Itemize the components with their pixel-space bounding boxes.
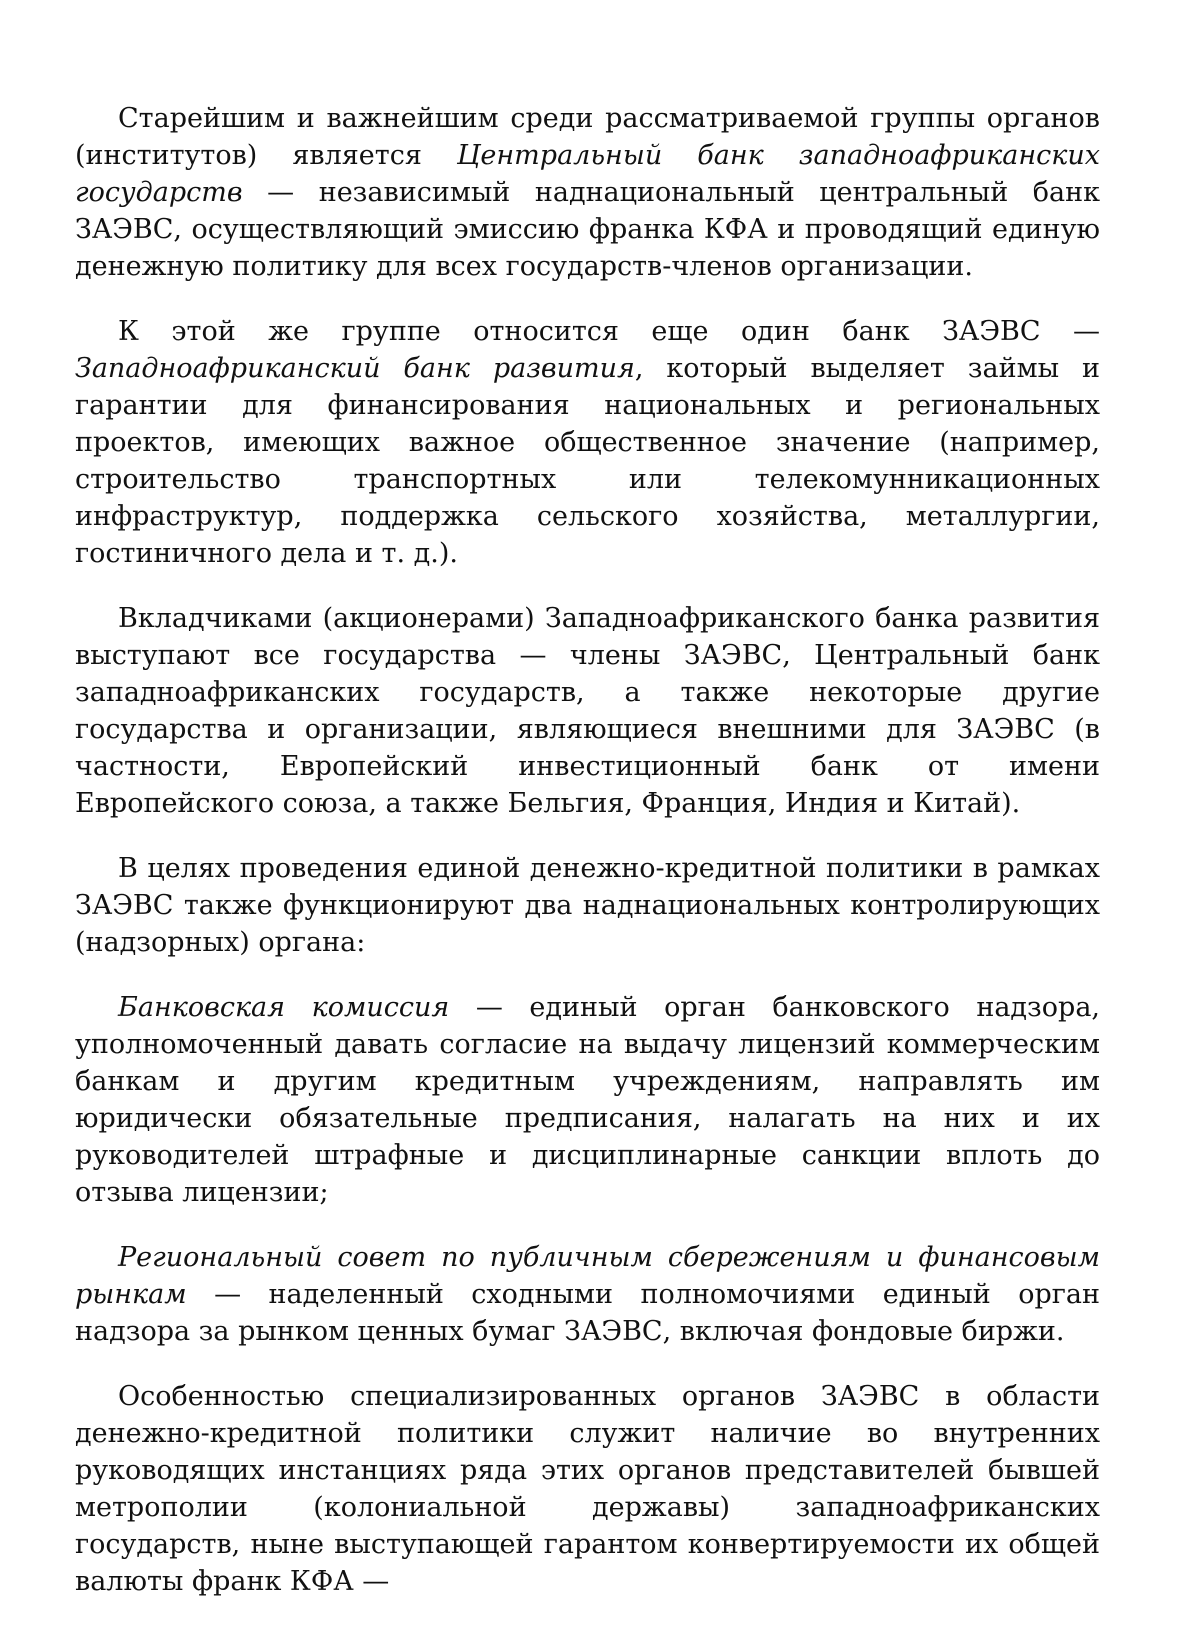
term-central-bank: Центральный банк западноафриканских государств	[75, 140, 1100, 208]
text-segment: К этой же группе относится еще один банк ЗАЭВС —	[118, 316, 1100, 347]
document-page	[75, 100, 1100, 1628]
text-segment: — независимый наднациональный центральный банк ЗАЭВС, осуществляющий эмиссию франка КФА и проводящий единую денежную политику для всех государств-членов организации.	[75, 177, 1100, 282]
term-banking-commission: Банковская комиссия	[118, 992, 450, 1023]
paragraph-development-bank	[75, 313, 1100, 572]
paragraph-regional-council	[75, 1239, 1100, 1350]
term-development-bank: Западноафриканский банк развития	[75, 353, 635, 384]
paragraph-shareholders	[75, 600, 1100, 822]
text-segment: — единый орган банковского надзора, уполномоченный давать согласие на выдачу лицензий коммерческим банкам и другим кредитным учреждениям, направлять им юридически обязательные предписания, налагать на них и их руководителей штрафные и дисциплинарные санкции вплоть до отзыва лицензии;	[75, 992, 1100, 1208]
text-segment: Старейшим и важнейшим среди рассматриваемой группы органов (институтов) является	[75, 103, 1100, 171]
paragraph-specifics	[75, 1378, 1100, 1600]
text-segment: , который выделяет займы и гарантии для финансирования национальных и региональных проектов, имеющих важное общественное значение (например, строительство транспортных или телекомунникационных инфраструктур, поддержка сельского хозяйства, металлургии, гостиничного дела и т. д.).	[75, 353, 1100, 569]
paragraph-banking-commission	[75, 989, 1100, 1211]
text-segment: Особенностью специализированных органов ЗАЭВС в области денежно-кредитной политики служит наличие во внутренних руководящих инстанциях ряда этих органов представителей бывшей метрополии (колониальной державы) западноафриканских государств, ныне выступающей гарантом конвертируемости их общей валюты франк КФА —	[75, 1381, 1100, 1597]
text-segment: В целях проведения единой денежно-кредитной политики в рамках ЗАЭВС также функционируют два наднациональных контролирующих (надзорных) органа:	[75, 853, 1100, 958]
paragraph-supervisory-bodies	[75, 850, 1100, 961]
text-segment: Вкладчиками (акционерами) Западноафриканского банка развития выступают все государства — члены ЗАЭВС, Центральный банк западноафриканских государств, а также некоторые другие государства и организации, являющиеся внешними для ЗАЭВС (в частности, Европейский инвестиционный банк от имени Европейского союза, а также Бельгия, Франция, Индия и Китай).	[75, 603, 1100, 819]
paragraph-central-bank	[75, 100, 1100, 285]
term-regional-council: Региональный совет по публичным сбережениям и финансовым рынкам	[75, 1242, 1100, 1310]
text-segment: — наделенный сходными полномочиями единый орган надзора за рынком ценных бумаг ЗАЭВС, включая фондовые биржи.	[75, 1279, 1100, 1347]
